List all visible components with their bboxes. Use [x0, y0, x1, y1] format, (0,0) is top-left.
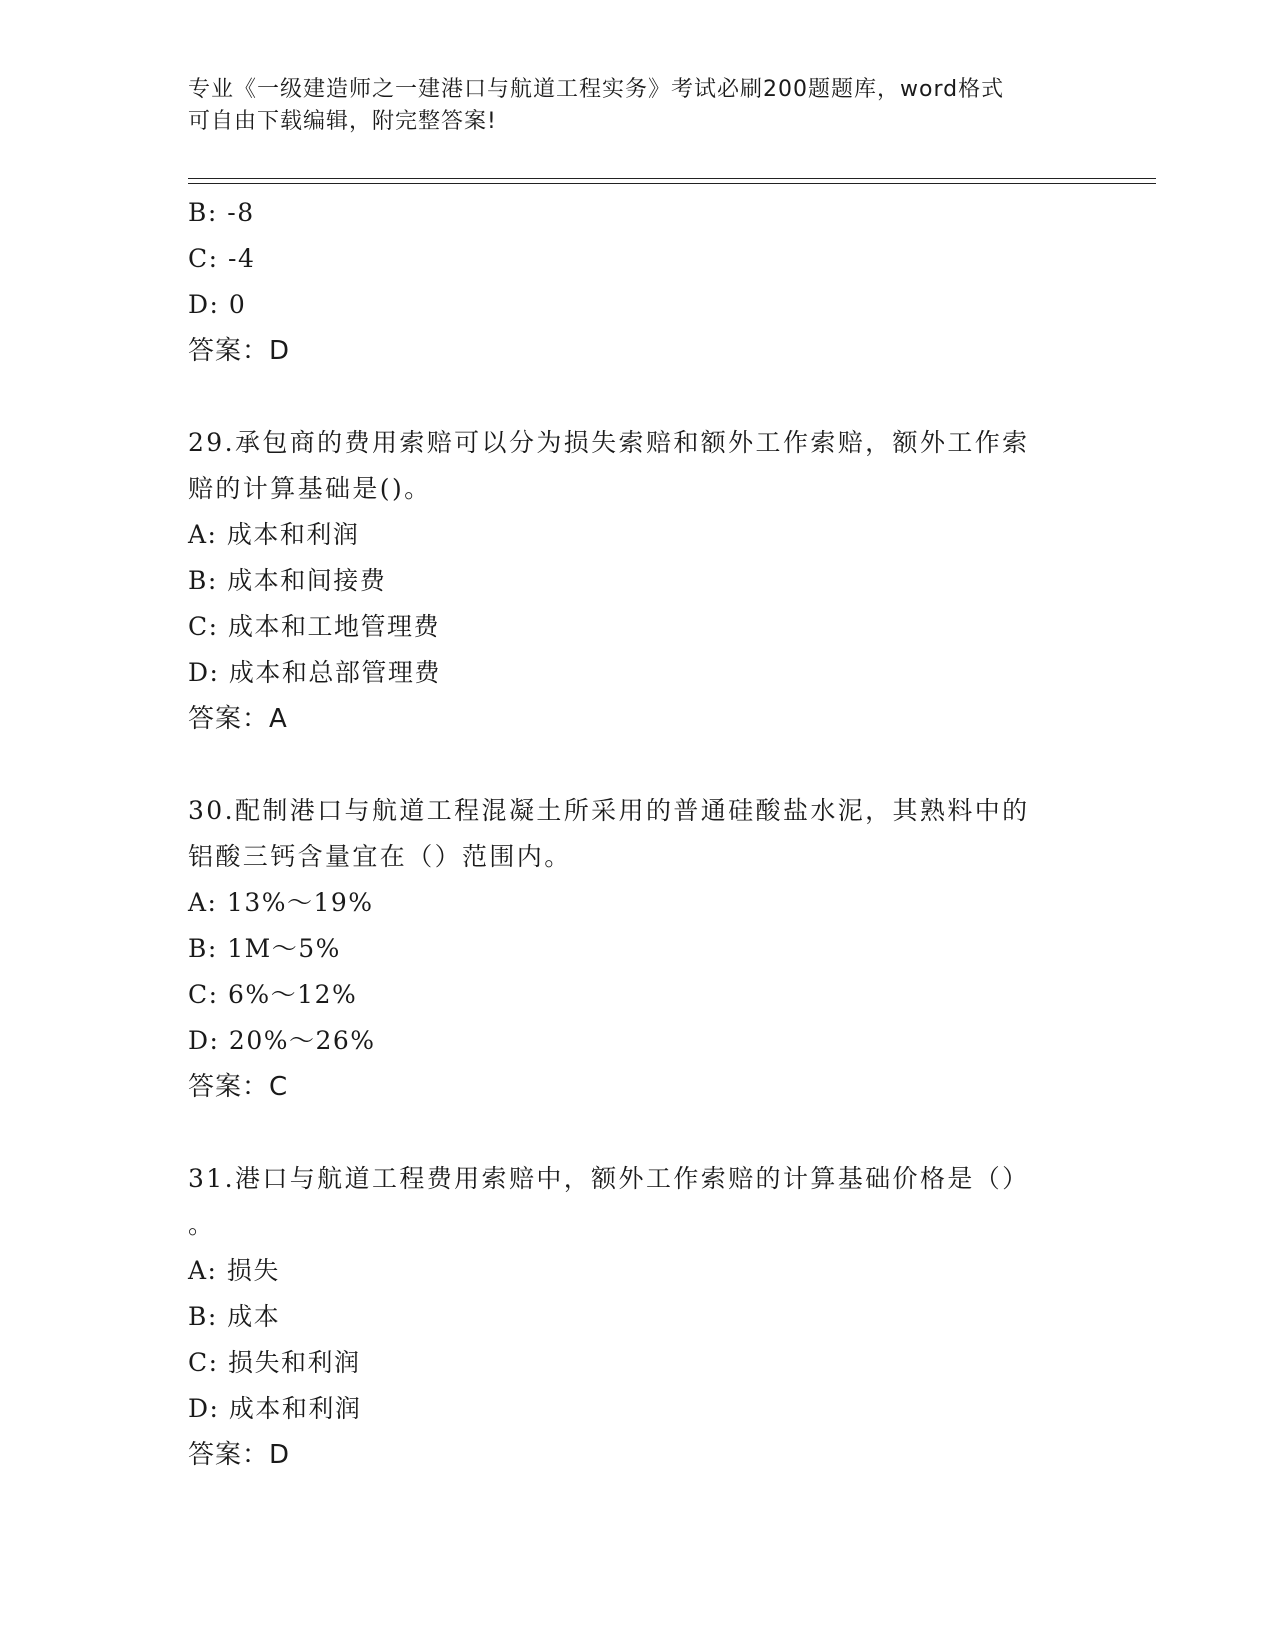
option-c: C: 损失和利润 — [188, 1348, 361, 1377]
header-divider-bottom — [188, 183, 1156, 184]
header-line-1: 专业《一级建造师之一建港口与航道工程实务》考试必刷200题题库，word格式 — [188, 77, 1005, 102]
header-divider-top — [188, 178, 1156, 179]
option-b: B: 成本和间接费 — [188, 566, 387, 595]
option-c: C: -4 — [188, 244, 256, 273]
question-text-line-2: 。 — [188, 1210, 216, 1239]
option-a: A: 成本和利润 — [188, 520, 360, 549]
question-text-line-1: 31.港口与航道工程费用索赔中，额外工作索赔的计算基础价格是（） — [188, 1164, 1030, 1193]
spacer — [188, 1110, 1088, 1156]
question-31 — [188, 1156, 1088, 1478]
option-a: A: 13%～19% — [188, 888, 374, 917]
option-d: D: 成本和总部管理费 — [188, 658, 441, 687]
option-c: C: 6%～12% — [188, 980, 358, 1009]
question-text-line-1: 30.配制港口与航道工程混凝土所采用的普通硅酸盐水泥，其熟料中的 — [188, 796, 1030, 825]
option-b: B: 成本 — [188, 1302, 281, 1331]
option-d: D: 20%～26% — [188, 1026, 376, 1055]
question-text-line-2: 赔的计算基础是()。 — [188, 474, 432, 503]
document-header — [188, 74, 1068, 138]
spacer — [188, 374, 1088, 420]
question-29 — [188, 420, 1088, 742]
option-b: B: 1M～5% — [188, 934, 341, 963]
question-30 — [188, 788, 1088, 1110]
option-c: C: 成本和工地管理费 — [188, 612, 440, 641]
question-list — [188, 190, 1088, 1478]
question-text-line-1: 29.承包商的费用索赔可以分为损失索赔和额外工作索赔，额外工作索 — [188, 428, 1030, 457]
question-text-line-2: 铝酸三钙含量宜在（）范围内。 — [188, 842, 572, 871]
option-d: D: 0 — [188, 290, 247, 319]
answer-line: 答案：D — [188, 1440, 291, 1470]
option-a: A: 损失 — [188, 1256, 280, 1285]
option-d: D: 成本和利润 — [188, 1394, 362, 1423]
answer-line: 答案：A — [188, 704, 288, 734]
spacer — [188, 742, 1088, 788]
option-b: B: -8 — [188, 198, 255, 227]
answer-line: 答案：C — [188, 1072, 289, 1102]
question-28-tail — [188, 190, 1088, 374]
header-line-2: 可自由下载编辑，附完整答案! — [188, 109, 497, 134]
answer-line: 答案：D — [188, 336, 291, 366]
